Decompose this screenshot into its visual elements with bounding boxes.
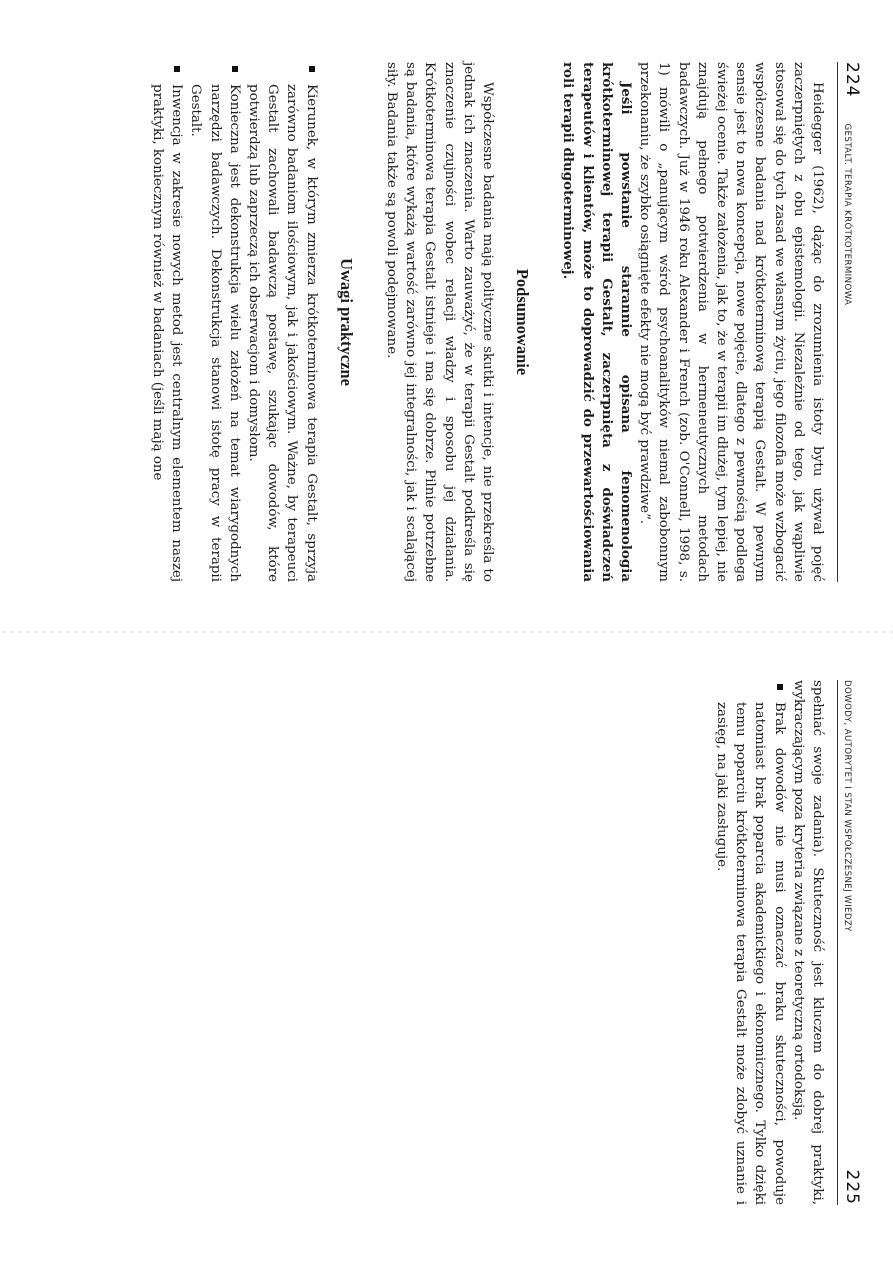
list-item-text: Kierunek, w którym zmierza krótkoterminowa terapia Gestalt, sprzyja zarówno badaniom ilościowym, jak i jakościowym. Ważne, by terapeuci Gestalt zachowali badawczą postawę, szukając dowodów, które potwierdzą lub zaprzeczą ich obserwacjom i domysłom. xyxy=(245,84,319,582)
right-page-body xyxy=(712,680,827,1205)
square-bullet-icon xyxy=(309,66,315,72)
list-item xyxy=(712,680,789,1205)
page-number: 225 xyxy=(842,1169,862,1205)
list-item-text: Inwencja w zakresie nowych metod jest centralnym elementem naszej praktyki, koniecznym również w badaniach (jeśli mają one xyxy=(149,84,185,582)
list-item-text: Konieczna jest dekonstrukcja wielu założeń na temat wiarygodnych narzędzi badawczych. Dekonstrukcja stanowi istotę pracy w terapii Gestalt. xyxy=(188,84,242,582)
list-item-text: Brak dowodów nie musi oznaczać braku skuteczności, powoduje natomiast brak poparcia akademickiego i ekonomicznego. Tylko dzięki temu poparciu krótkoterminowa terapia Gestalt może zdobyć uznanie i zasięg, na jaki zasługuje. xyxy=(713,702,787,1205)
running-head-right xyxy=(837,680,871,1205)
list-item xyxy=(244,62,321,582)
square-bullet-icon xyxy=(777,684,783,690)
running-head-left xyxy=(837,62,871,582)
square-bullet-icon xyxy=(174,66,180,72)
practical-notes-list xyxy=(148,62,321,582)
right-page xyxy=(0,632,893,1263)
list-item xyxy=(186,62,244,582)
left-page-body xyxy=(148,62,827,582)
list-item xyxy=(148,62,186,582)
running-head-title: GESTALT. TERAPIA KRÓTKOTERMINOWA xyxy=(842,123,852,306)
bold-paragraph xyxy=(558,62,635,582)
square-bullet-icon xyxy=(232,66,238,72)
running-head-title: DOWODY, AUTORYTET I STAN WSPÓŁCZESNEJ WIEDZY xyxy=(842,680,852,932)
section-heading-practical-notes: Uwagi praktyczne xyxy=(336,258,356,386)
page-number: 224 xyxy=(842,62,862,98)
body-paragraph: Współczesne badania mają polityczne skutki i intencje, nie przekreśla to jednak ich znaczenia. Warto zauważyć, że w terapii Gestalt podkreśla się znaczenie czujności wobec relacji władzy i sposobu jej działania. Krótkoterminowa terapia Gestalt istnieje i ma się dobrze. Pilnie potrzebne są badania, które wykażą wartość zarówno jej integralności, jak i scalającej siły. Badania także są powoli podejmowane. xyxy=(383,62,495,582)
body-paragraph: spełniać swoje zadania). Skuteczność jest kluczem do dobrej praktyki, wykraczającym poza kryteria związane z teoretyczną ortodoksją. xyxy=(790,680,825,1205)
section-heading-summary: Podsumowanie xyxy=(513,268,533,376)
practical-notes-list-continued xyxy=(712,680,789,1205)
body-paragraph: Heidegger (1962), dążąc do zrozumienia istoty bytu używał pojęć zaczerpniętych z obu epistemologii. Niezależnie od tego, jak wąpliwie stosował się do tych zasad we własnym życiu, jego filozofia może wzbogacić współczesne badania nad krótkoterminową terapią Gestalt. W pewnym sensie jest to nowa koncepcja, nowe pojęcie, dlatego z pewnością podlega świeżej ocenie. Także założenia, jak to, że w terapii im dłużej, tym lepiej, nie znajdują pełnego potwierdzenia w hermeneutycznych metodach badawczych. Już w 1946 roku Alexander i French (zob. O'Connell, 1998, s. 1) mówili o „panującym wśród psychoanalityków niemal zabobonnym przekonaniu, że szybko osiągnięte efekty nie mogą być prawdziwe”. xyxy=(637,62,825,582)
bold-text: Jeśli powstanie starannie opisana fenomenologia krótkoterminowej terapii Gestalt, zaczerpnięta z doświadczeń terapeutów i klientów, może to doprowadzić do przewartościowania roli terapii długoterminowej. xyxy=(560,62,634,582)
